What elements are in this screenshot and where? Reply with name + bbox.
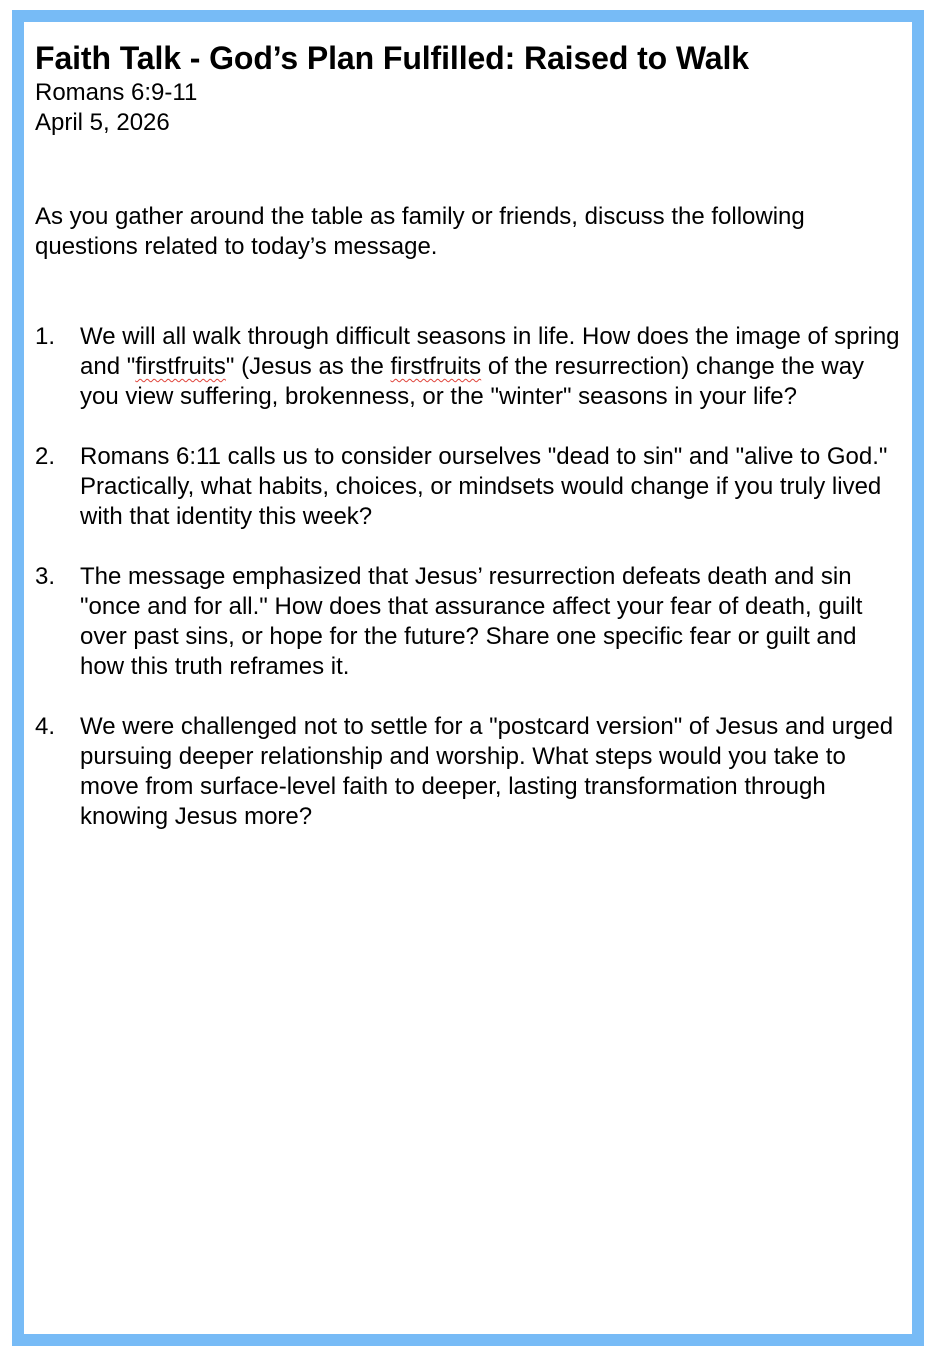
document-date: April 5, 2026 xyxy=(35,109,170,136)
question-item-3 xyxy=(35,562,905,682)
question-number: 4. xyxy=(35,713,56,740)
question-item-1 xyxy=(35,322,905,412)
question-text-part: We will all walk through difficult seasons in life. How does the image of spring and " xyxy=(80,323,900,380)
question-text: Romans 6:11 calls us to consider ourselves "dead to sin" and "alive to God." Practically, what habits, choices, or mindsets would change if you truly lived with that identity this week? xyxy=(80,443,888,530)
scripture-reference: Romans 6:9-11 xyxy=(35,79,198,106)
page-frame xyxy=(12,10,924,1346)
question-number: 2. xyxy=(35,443,56,470)
question-number: 1. xyxy=(35,323,56,350)
question-text: We were challenged not to settle for a "postcard version" of Jesus and urged pursuing deeper relationship and worship. What steps would you take to move from surface-level faith to deeper, lasting transformation through knowing Jesus more? xyxy=(80,713,894,830)
question-item-4 xyxy=(35,712,905,832)
intro-paragraph: As you gather around the table as family or friends, discuss the following questions related to today’s message. xyxy=(35,203,805,260)
question-list xyxy=(35,322,905,832)
document-body[interactable] xyxy=(35,38,905,862)
question-text: The message emphasized that Jesus’ resurrection defeats death and sin "once and for all." How does that assurance affect your fear of death, guilt over past sins, or hope for the future? Share one specific fear or guilt and how this truth reframes it. xyxy=(80,563,863,680)
question-text-part: " (Jesus as the xyxy=(225,353,391,380)
question-text-part: of the resurrection) change the way you view suffering, brokenness, or the "winter" seasons in your life? xyxy=(80,353,865,410)
spellcheck-flagged-word[interactable]: firstfruits xyxy=(135,353,226,380)
question-item-2 xyxy=(35,442,905,532)
question-number: 3. xyxy=(35,563,56,590)
document-title: Faith Talk - God’s Plan Fulfilled: Raised to Walk xyxy=(35,40,749,76)
spellcheck-flagged-word[interactable]: firstfruits xyxy=(390,353,482,380)
